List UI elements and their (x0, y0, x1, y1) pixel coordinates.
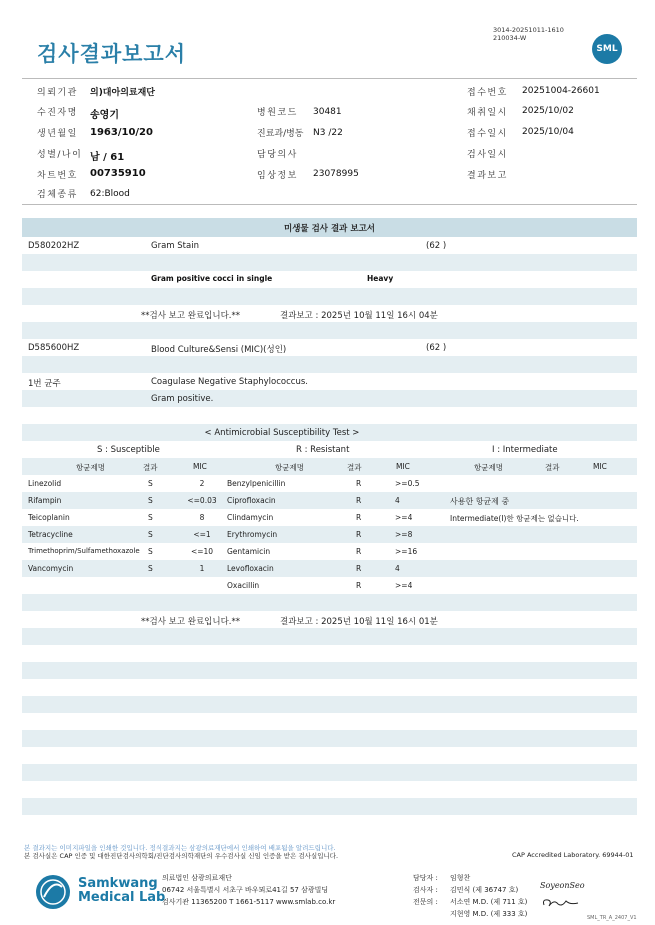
s-drug: Rifampin (28, 496, 62, 505)
s-drug: Linezolid (28, 479, 62, 488)
document-id (493, 26, 564, 42)
chart-value: 00735910 (90, 168, 146, 179)
s-drug: Tetracycline (28, 530, 73, 539)
r-drug: Benzylpenicillin (227, 479, 286, 488)
s-mic: <=10 (190, 547, 214, 556)
s-result: S (148, 496, 153, 505)
r-drug: Ciprofloxacin (227, 496, 276, 505)
sex-age-label: 성별/나이 (37, 150, 83, 160)
row-band (22, 764, 637, 781)
birth-value: 1963/10/20 (90, 127, 153, 138)
row-band (22, 730, 637, 747)
report-complete-msg: **검사 보고 완료입니다.** (141, 311, 241, 321)
r-mic: >=0.5 (395, 479, 420, 488)
gram-num: (62 ) (426, 241, 447, 251)
col-result-i: 결과 (545, 463, 560, 472)
s-drug: Vancomycin (28, 564, 74, 573)
col-mic-r: MIC (396, 462, 410, 471)
doctor-label: 담당의사 (257, 150, 298, 160)
r-mic: >=4 (395, 513, 413, 522)
s-result: S (148, 479, 153, 488)
dept-label: 진료과/병동 (257, 129, 304, 139)
organism-label: 1번 균주 (28, 379, 61, 389)
col-mic-i: MIC (593, 462, 607, 471)
row-band (22, 560, 637, 577)
culture-num: (62 ) (426, 343, 447, 353)
col-drug-r: 항균제명 (275, 463, 304, 472)
document-id-line1: 3014-20251011-1610 (493, 26, 564, 34)
row-band (22, 526, 637, 543)
r-result: R (356, 547, 362, 556)
r-result: R (356, 513, 362, 522)
legend-intermediate: I : Intermediate (492, 445, 558, 455)
report-complete-time-2: 결과보고 : 2025년 10월 11일 16시 01분 (280, 617, 438, 627)
divider (22, 78, 637, 79)
s-result: S (148, 564, 153, 573)
brand-line-1: Samkwang (78, 876, 158, 891)
brand-line-2: Medical Lab (78, 890, 166, 905)
row-band (22, 798, 637, 815)
organism-gram: Gram positive. (151, 394, 214, 404)
specialist-2: 지현영 M.D. (제 333 호) (450, 910, 528, 918)
r-result: R (356, 479, 362, 488)
clinical-label: 임상정보 (257, 171, 298, 181)
organism-name: Coagulase Negative Staphylococcus. (151, 377, 308, 387)
row-band (22, 628, 637, 645)
row-band (22, 254, 637, 271)
divider (22, 204, 637, 205)
requester-label: 의뢰기관 (37, 88, 78, 98)
report-complete-time: 결과보고 : 2025년 10월 11일 16시 04분 (280, 311, 438, 321)
r-result: R (356, 530, 362, 539)
r-drug: Gentamicin (227, 547, 271, 556)
hospital-code-label: 병원코드 (257, 108, 298, 118)
s-result: S (148, 513, 153, 522)
receipt-date-label: 접수일시 (467, 129, 508, 139)
specimen-label: 검체종류 (37, 190, 78, 200)
s-mic: 2 (199, 479, 205, 488)
s-result: S (148, 547, 153, 556)
org-name: 의료법인 삼광의료재단 (162, 874, 232, 882)
signature-2-icon (540, 895, 582, 911)
sex-age-value: 남 / 61 (90, 152, 125, 163)
s-drug: Teicoplanin (28, 513, 70, 522)
ast-title: < Antimicrobial Susceptibility Test > (204, 428, 360, 438)
page-title: 검사결과보고서 (37, 42, 187, 66)
row-band (22, 322, 637, 339)
s-result: S (148, 530, 153, 539)
report-complete-msg-2: **검사 보고 완료입니다.** (141, 617, 241, 627)
col-drug-i: 항균제명 (474, 463, 503, 472)
patient-label: 수진자명 (37, 108, 78, 118)
intermediate-note-2: Intermediate(I)한 항균제는 없습니다. (450, 514, 579, 523)
specialist-1: 서소연 M.D. (제 711 호) (450, 898, 528, 906)
manager-value: 임형찬 (450, 874, 471, 882)
requester-value: 의)대아의료재단 (90, 88, 155, 98)
sml-logo-icon: SML (592, 34, 622, 64)
row-band (22, 492, 637, 509)
org-contact: 검사기관 11365200 T 1661-5117 www.smlab.co.kr (162, 898, 336, 906)
row-band (22, 356, 637, 373)
test-date-label: 검사일시 (467, 150, 508, 160)
report-label: 결과보고 (467, 171, 508, 181)
s-mic: <=0.03 (187, 496, 217, 505)
cap-accreditation: CAP Accredited Laboratory. 69944-01 (512, 851, 634, 859)
culture-name: Blood Culture&Sensi (MIC)(성인) (151, 345, 287, 355)
legend-resistant: R : Resistant (296, 445, 350, 455)
chart-label: 차트번호 (37, 171, 78, 181)
r-mic: >=16 (395, 547, 418, 556)
image-notice: 본 결과지는 이미지파일을 인쇄한 것입니다. 정식결과지는 삼광의료재단에서 인쇄하여 배포됨을 알려드립니다. (24, 844, 336, 852)
brand-name (78, 877, 165, 905)
dept-value: N3 /22 (313, 128, 343, 138)
row-band (22, 288, 637, 305)
row-band (22, 390, 637, 407)
birth-label: 생년월일 (37, 129, 78, 139)
r-mic: >=4 (395, 581, 413, 590)
section-title: 미생물 검사 결과 보고서 (284, 224, 375, 234)
tester-label: 검사자 : (413, 886, 438, 894)
receipt-no-value: 20251004-26601 (522, 86, 600, 96)
row-band (22, 696, 637, 713)
culture-code: D585600HZ (28, 343, 80, 353)
row-band (22, 594, 637, 611)
specialist-label: 전문의 : (413, 898, 438, 906)
r-mic: >=8 (395, 530, 413, 539)
r-result: R (356, 581, 362, 590)
s-mic: <=1 (193, 530, 211, 539)
receipt-no-label: 접수번호 (467, 88, 508, 98)
accreditation-notice: 본 검사실은 CAP 인증 및 대한진단검사의학회/진단검사의학재단의 우수검사실 신임 인증을 받은 검사실입니다. (24, 852, 339, 860)
s-mic: 1 (199, 564, 205, 573)
hospital-code-value: 30481 (313, 107, 342, 117)
col-mic-s: MIC (193, 462, 207, 471)
org-address: 06742 서울특별시 서초구 바우뫼로41길 57 삼광빌딩 (162, 886, 329, 894)
col-result-r: 결과 (347, 463, 362, 472)
r-drug: Oxacillin (227, 581, 260, 590)
r-result: R (356, 564, 362, 573)
tester-value: 김민식 (제 36747 호) (450, 886, 519, 894)
r-drug: Clindamycin (227, 513, 274, 522)
receipt-date-value: 2025/10/04 (522, 127, 574, 137)
s-drug: Trimethoprim/Sulfamethoxazole (28, 547, 140, 555)
gram-grade: Heavy (367, 274, 394, 283)
r-result: R (356, 496, 362, 505)
intermediate-note-1: 사용한 항균제 중 (450, 497, 510, 506)
manager-label: 담당자 : (413, 874, 438, 882)
gram-name: Gram Stain (151, 241, 199, 251)
r-drug: Erythromycin (227, 530, 278, 539)
row-band (22, 662, 637, 679)
specimen-value: 62:Blood (90, 189, 130, 199)
form-code: SML_TR_A_2407_V1 (587, 915, 637, 921)
gram-finding: Gram positive cocci in single (151, 274, 273, 283)
gram-code: D580202HZ (28, 241, 80, 251)
signature-1: SoyeonSeo (540, 881, 585, 890)
col-result-s: 결과 (143, 463, 158, 472)
patient-value: 송영기 (90, 110, 119, 121)
r-mic: 4 (395, 564, 400, 573)
samkwang-logo-icon (34, 873, 72, 911)
col-drug-s: 항균제명 (76, 463, 105, 472)
collect-date-value: 2025/10/02 (522, 106, 574, 116)
collect-date-label: 채취일시 (467, 108, 508, 118)
r-mic: 4 (395, 496, 400, 505)
legend-susceptible: S : Susceptible (97, 445, 160, 455)
clinical-value: 23078995 (313, 169, 359, 179)
r-drug: Levofloxacin (227, 564, 274, 573)
s-mic: 8 (199, 513, 205, 522)
document-id-line2: 210034-W (493, 34, 527, 42)
